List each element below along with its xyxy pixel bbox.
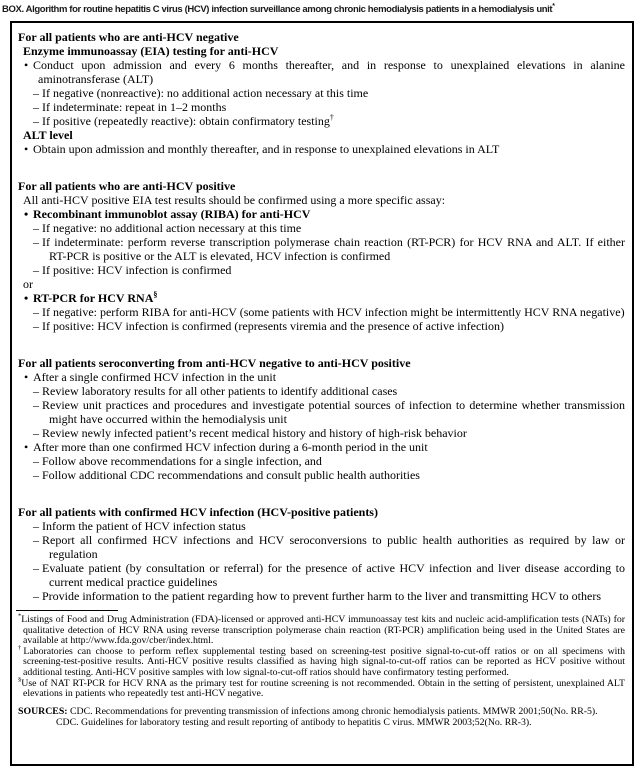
bullet-marker: • <box>24 370 29 384</box>
footnote-reference-marker: † <box>329 113 334 122</box>
dash-marker: – <box>33 561 39 575</box>
dash-marker: – <box>33 235 39 249</box>
item-text: Evaluate patient (by consultation or referral) for the presence of active HCV infection and liver disease according to current medical practice guidelines <box>42 561 625 589</box>
dash-item <box>18 533 625 561</box>
box-title-footnote-marker: * <box>552 3 555 10</box>
item-text: Report all confirmed HCV infections and HCV seroconversions to public health authorities as required by law or regulation <box>42 533 625 561</box>
sources-label: SOURCES: <box>18 705 68 717</box>
algorithm-content <box>18 30 625 603</box>
dash-item <box>18 100 625 114</box>
dash-marker: – <box>33 86 39 100</box>
item-text: If positive: HCV infection is confirmed (represents viremia and the presence of active infection) <box>42 319 504 333</box>
dash-marker: – <box>33 263 39 277</box>
text-line <box>23 277 625 291</box>
dash-item <box>18 454 625 468</box>
dash-marker: – <box>33 305 39 319</box>
item-text: Inform the patient of HCV infection status <box>42 519 246 533</box>
item-text: All anti-HCV positive EIA test results should be confirmed using a more specific assay: <box>23 193 446 207</box>
footnote-marker: † <box>18 644 24 652</box>
dash-item <box>18 305 625 319</box>
item-text: If negative (nonreactive): no additional action necessary at this time <box>42 86 369 100</box>
footnote-text: Listings of Food and Drug Administration (FDA)-licensed or approved anti-HCV immunoassay test kits and nucleic acid-amplification tests (NATs) for qualitative detection of HCV RNA using reverse transcription polymerase chain reaction (RT-PCR) amplification being used in the United States are available at http://www.fda.gov/cber/index.html. <box>21 614 625 647</box>
dash-item <box>18 561 625 589</box>
dash-item <box>18 589 625 603</box>
dash-item <box>18 319 625 333</box>
dash-marker: – <box>33 221 39 235</box>
sources <box>18 707 625 729</box>
section <box>18 505 625 603</box>
bullet-item <box>18 370 625 384</box>
footnote <box>18 612 625 647</box>
section-heading: For all patients who are anti-HCV negative <box>18 30 239 44</box>
dash-item <box>18 86 625 100</box>
item-text: ALT level <box>23 128 73 142</box>
footnote-text: Laboratories can choose to perform reflex supplemental testing based on screening-test positive signal-to-cut-off ratios or on all specimens with screening-test-positive results. Anti-HCV positive results classified as having high signal-to-cut-off ratios can be reported as HCV positive without additional testing. Anti-HCV positive samples with low signal-to-cut-off ratios should have confirmatory testing performed. <box>23 645 626 678</box>
footnote-separator-rule <box>16 610 118 611</box>
item-text: After a single confirmed HCV infection in the unit <box>33 370 277 384</box>
dash-marker: – <box>33 398 39 412</box>
item-text: If negative: no additional action necessary at this time <box>42 221 302 235</box>
bullet-marker: • <box>24 207 29 221</box>
dash-item <box>18 235 625 263</box>
bullet-item <box>18 58 625 86</box>
bullet-item <box>18 207 625 221</box>
item-text: If indeterminate: repeat in 1–2 months <box>42 100 227 114</box>
bullet-item <box>18 142 625 156</box>
dash-marker: – <box>33 100 39 114</box>
dash-item <box>18 426 625 440</box>
bullet-marker: • <box>24 291 29 305</box>
dash-item <box>18 384 625 398</box>
source-text: CDC. Recommendations for preventing transmission of infections among chronic hemodialysis patients. MMWR 2001;50(No. RR-5). <box>70 705 598 717</box>
dash-marker: – <box>33 384 39 398</box>
dash-marker: – <box>33 426 39 440</box>
section-heading: For all patients with confirmed HCV infection (HCV-positive patients) <box>18 505 378 519</box>
dash-marker: – <box>33 533 39 547</box>
dash-marker: – <box>33 589 39 603</box>
bullet-item <box>18 291 625 305</box>
section <box>18 356 625 482</box>
source-text: CDC. Guidelines for laboratory testing and result reporting of antibody to hepatitis C virus. MMWR 2003;52(No. RR-3). <box>56 716 532 728</box>
footnote-marker: § <box>18 676 22 684</box>
item-text: If negative: perform RIBA for anti-HCV (some patients with HCV infection might be intermittently HCV RNA negative) <box>42 305 625 319</box>
footnote-marker: * <box>18 612 22 620</box>
section <box>18 179 625 333</box>
item-text: Review unit practices and procedures and investigate potential sources of infection to determine whether transmission might have occurred within the hemodialysis unit <box>42 398 625 426</box>
item-text: Conduct upon admission and every 6 months thereafter, and in response to unexplained elevations in alanine aminotransferase (ALT) <box>33 58 625 86</box>
item-text: Recombinant immunoblot assay (RIBA) for anti-HCV <box>33 207 311 221</box>
item-text: Obtain upon admission and monthly thereafter, and in response to unexplained elevations in ALT <box>33 142 500 156</box>
bullet-marker: • <box>24 142 29 156</box>
item-text: Follow above recommendations for a single infection, and <box>42 454 322 468</box>
item-text: or <box>23 277 33 291</box>
dash-item <box>18 221 625 235</box>
item-text: If indeterminate: perform reverse transcription polymerase chain reaction (RT-PCR) for HCV RNA and ALT. If either RT-PCR is positive or the ALT is elevated, HCV infection is confirmed <box>42 235 625 263</box>
item-text: Enzyme immunoassay (EIA) testing for anti-HCV <box>23 44 279 58</box>
footnotes <box>18 612 626 700</box>
dash-marker: – <box>33 319 39 333</box>
dash-item <box>18 263 625 277</box>
footnote <box>18 644 626 679</box>
bullet-item <box>18 440 625 454</box>
algorithm-box <box>10 21 634 766</box>
dash-marker: – <box>33 519 39 533</box>
sub-heading <box>23 44 625 58</box>
item-text: If positive (repeatedly reactive): obtain confirmatory testing <box>42 114 330 128</box>
bullet-marker: • <box>24 440 29 454</box>
footnote-text: Use of NAT RT-PCR for HCV RNA as the primary test for routine screening is not recommended. Obtain in the setting of persistent, unexplained ALT elevations in patients who repeatedly test anti-HCV negative. <box>21 677 625 700</box>
item-text: Follow additional CDC recommendations and consult public health authorities <box>42 468 420 482</box>
dash-item <box>18 114 625 128</box>
sub-heading <box>23 128 625 142</box>
footnote-reference-marker: § <box>153 290 158 299</box>
dash-item <box>18 468 625 482</box>
section <box>18 30 625 156</box>
dash-item <box>18 519 625 533</box>
item-text: Review laboratory results for all other patients to identify additional cases <box>42 384 398 398</box>
text-line <box>23 193 625 207</box>
source-line <box>56 718 625 729</box>
item-text: Provide information to the patient regarding how to prevent further harm to the liver and transmitting HCV to others <box>42 589 601 603</box>
dash-marker: – <box>33 468 39 482</box>
footnote <box>18 676 625 700</box>
bullet-marker: • <box>24 58 29 72</box>
dash-item <box>18 398 625 426</box>
item-text: RT-PCR for HCV RNA <box>33 291 154 305</box>
item-text: After more than one confirmed HCV infection during a 6-month period in the unit <box>33 440 428 454</box>
item-text: If positive: HCV infection is confirmed <box>42 263 232 277</box>
section-heading: For all patients seroconverting from anti-HCV negative to anti-HCV positive <box>18 356 411 370</box>
box-title-text: BOX. Algorithm for routine hepatitis C virus (HCV) infection surveillance among chronic hemodialysis patients in a hemodialysis unit <box>2 4 553 16</box>
item-text: Review newly infected patient’s recent medical history and history of high-risk behavior <box>42 426 467 440</box>
dash-marker: – <box>33 454 39 468</box>
box-title <box>2 3 641 15</box>
dash-marker: – <box>33 114 39 128</box>
section-heading: For all patients who are anti-HCV positive <box>18 179 236 193</box>
